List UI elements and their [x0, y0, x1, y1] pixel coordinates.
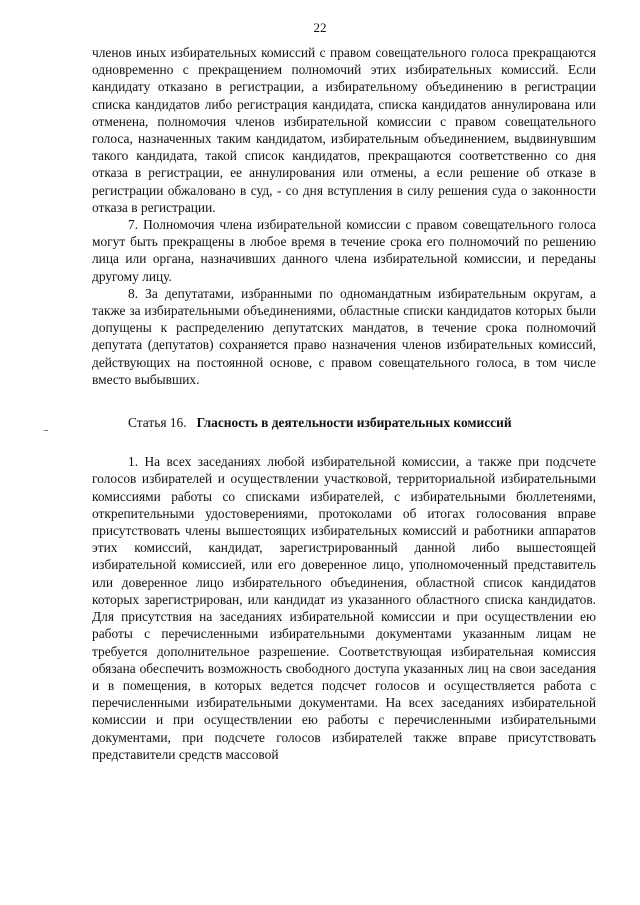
paragraph-continuation: членов иных избирательных комиссий с правом совещательного голоса прекращаются одновременно с прекращением полномочий этих избирательных комиссий. Если кандидату отказано в регистрации, а избирательному объединению в регистрации списка кандидатов либо регистрация кандидата, списка кандидатов аннулирована или отменена, полномочия членов избирательной комиссии с правом совещательного голоса, назначенных таким кандидатом, избирательным объединением, выдвинувшим такого кандидата, такой список кандидатов, прекращаются соответственно со дня отказа в регистрации, ее аннулирования или отмены, а если решение об отказе в регистрации обжаловано в суд, - со дня вступления в силу решения суда о законности отказа в регистрации.	[92, 45, 596, 215]
paragraph-item-8: 8. За депутатами, избранными по одномандатным избирательным округам, а также за избирательными объединениями, областные списки кандидатов которых были допущены к распределению депутатских мандатов, в течение срока полномочий депутата (депутатов) сохраняется право назначения членов избирательных комиссий, действующих на постоянной основе, с правом совещательного голоса, в том числе вместо выбывших.	[92, 285, 596, 387]
margin-mark	[44, 430, 48, 431]
article-label: Статья 16.	[128, 415, 187, 431]
document-body	[92, 44, 596, 763]
article-title: Гласность в деятельности избирательных комиссий	[196, 415, 512, 431]
paragraph-article-item-1: 1. На всех заседаниях любой избирательной комиссии, а также при подсчете голосов избирателей и осуществлении участковой, территориальной избирательными комиссиями работы со списками избирателей, с избирательными бюллетенями, открепительными удостоверениями, протоколами об итогах голосования вправе присутствовать члены вышестоящих избирательных комиссий и работники аппаратов этих комиссий, кандидат, зарегистрированный данной либо вышестоящей избирательной комиссией, или его доверенное лицо, уполномоченный представитель или доверенное лицо избирательного объединения, областной список кандидатов которых зарегистрирован, или кандидат из указанного областного списка кандидатов. Для присутствия на заседаниях избирательной комиссии и при осуществлении ею работы с перечисленными избирательными документами указанным лицам не требуется дополнительное разрешение. Соответствующая избирательная комиссия обязана обеспечить возможность свободного доступа указанных лиц на свои заседания и в помещения, в которых ведется подсчет голосов и осуществляется работа с перечисленными избирательными документами. На всех заседаниях избирательной комиссии и при осуществлении ею работы с перечисленными избирательными документами, при подсчете голосов избирателей также вправе присутствовать представители средств массовой	[92, 454, 596, 762]
article-heading	[92, 414, 596, 431]
page-number: 22	[313, 20, 327, 35]
paragraph-item-7: 7. Полномочия члена избирательной комиссии с правом совещательного голоса могут быть прекращены в любое время в течение срока его полномочий по решению лица или органа, назначивших данного члена избирательной комиссии, и переданы другому лицу.	[92, 217, 596, 284]
